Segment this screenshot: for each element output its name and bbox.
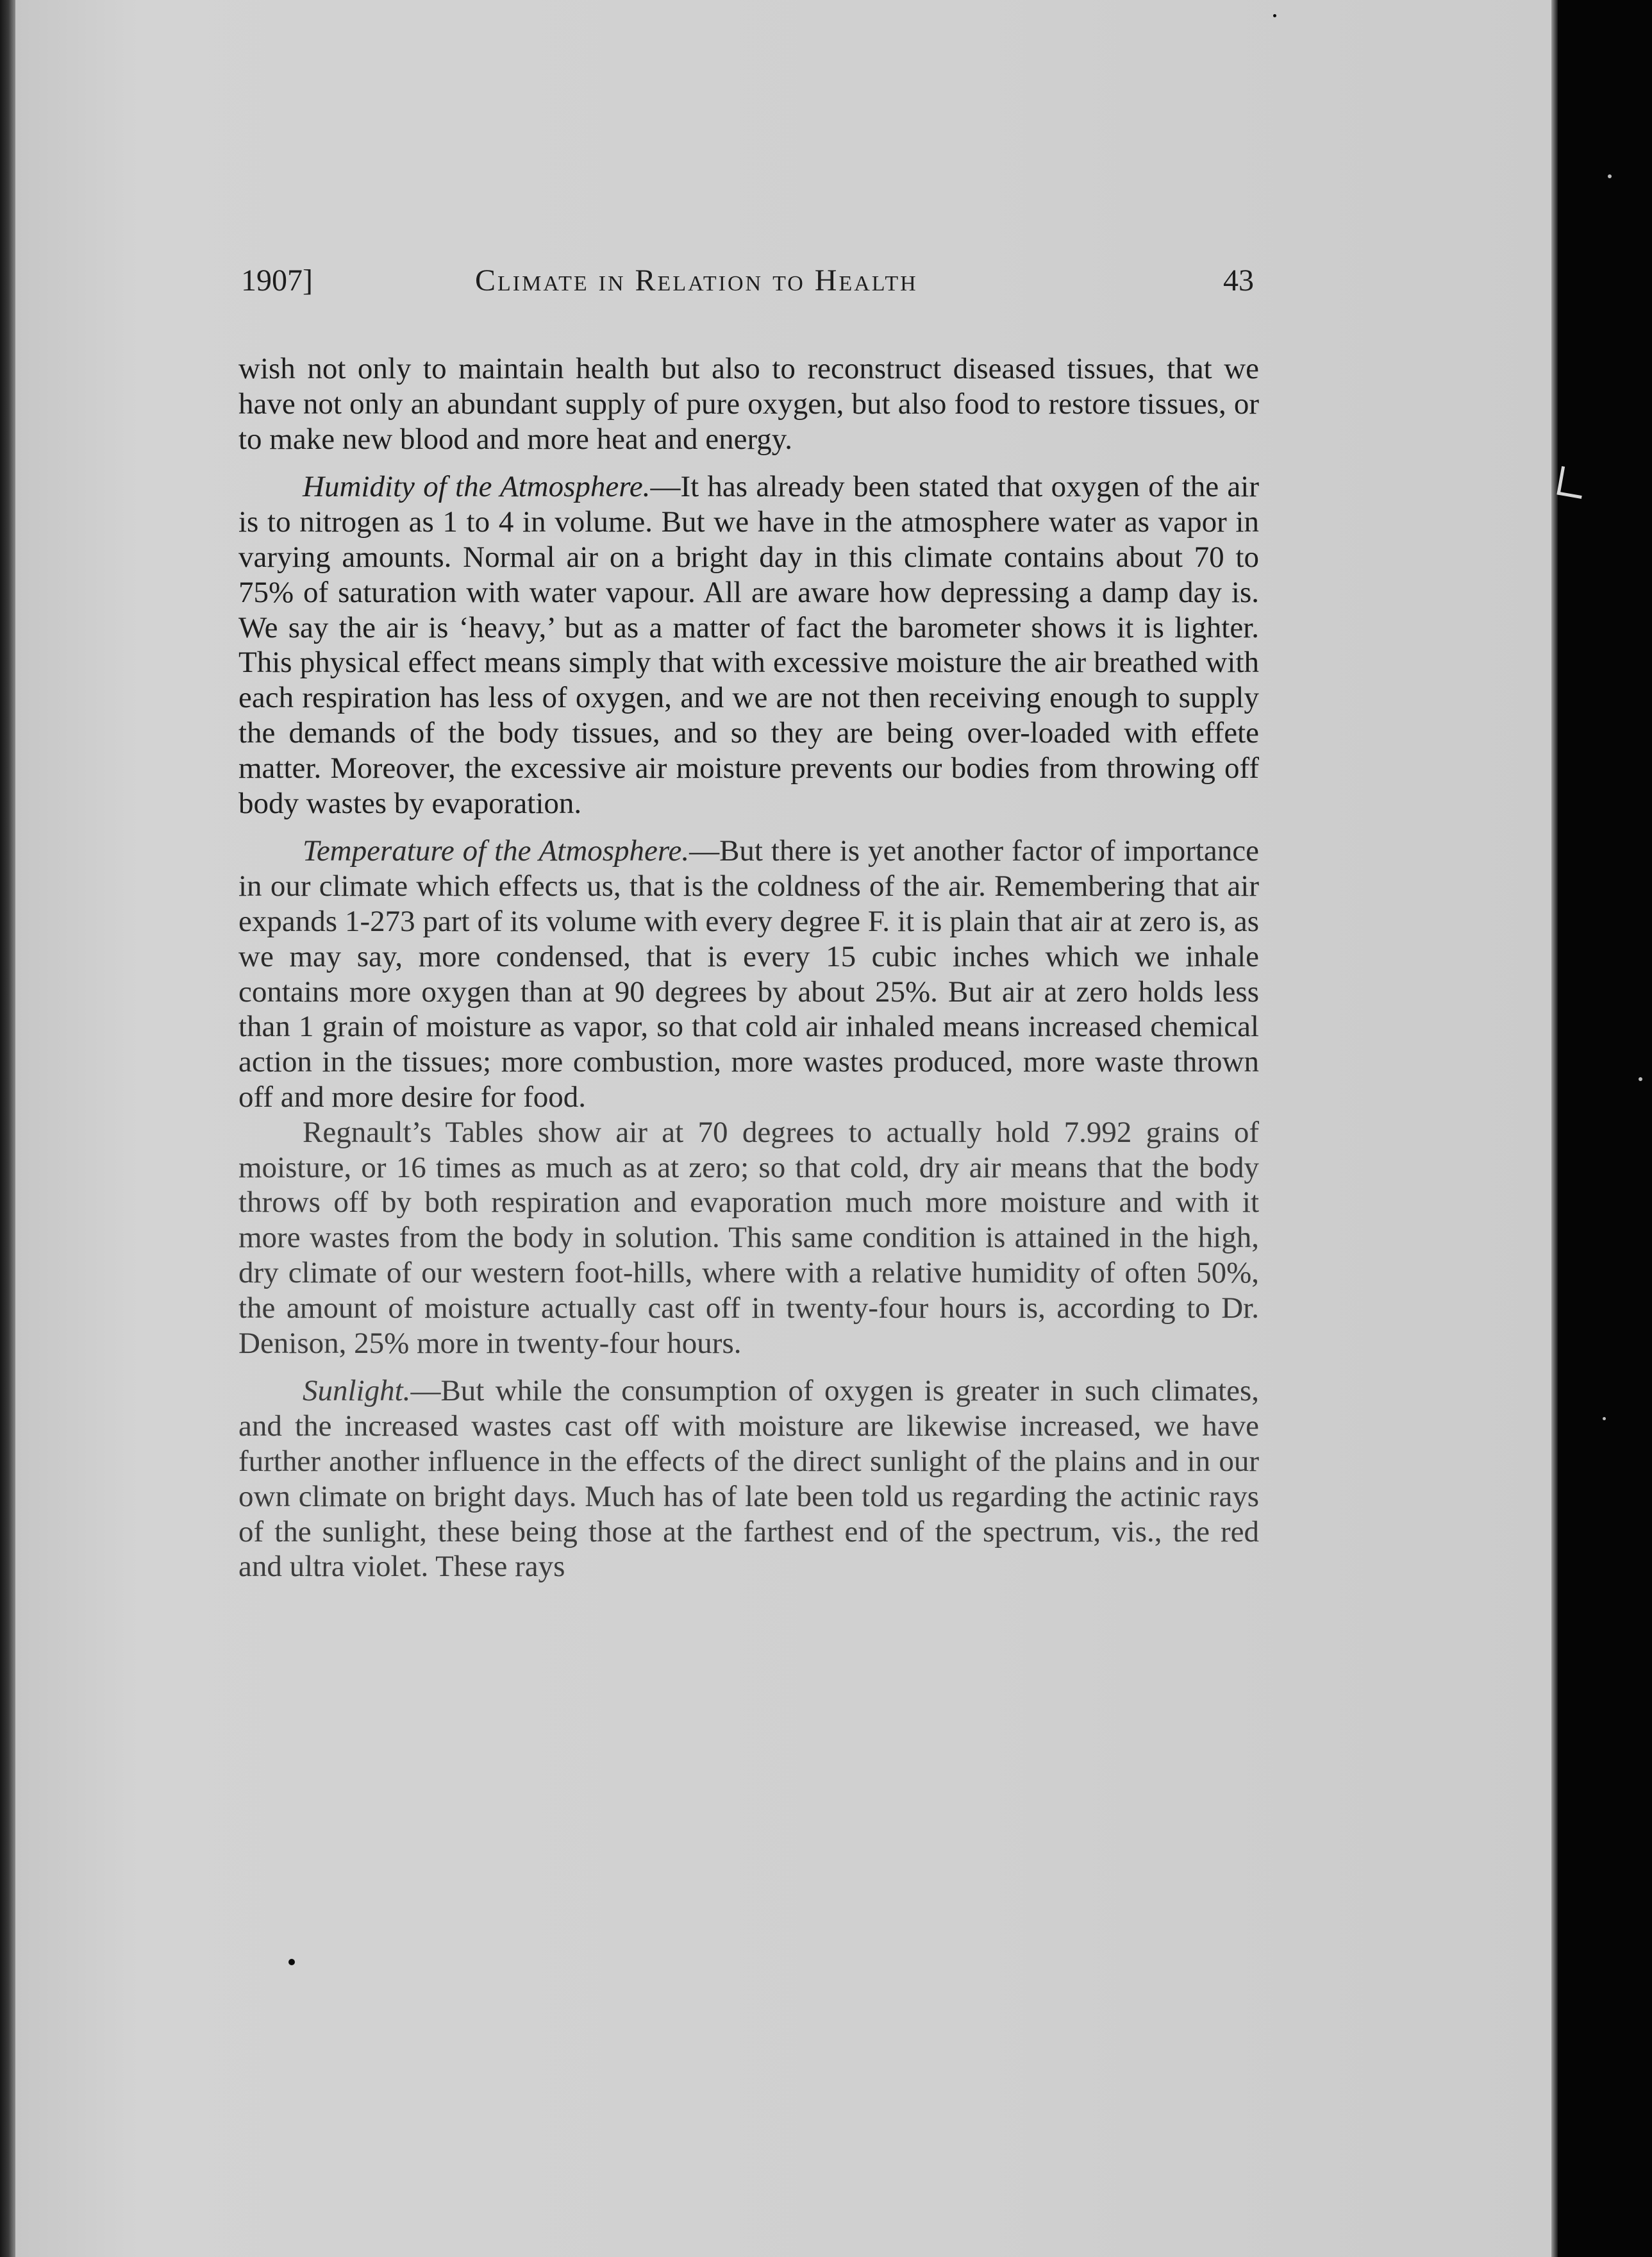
scan-background [1551,0,1652,2257]
paragraph-temperature-text: —But there is yet another factor of importance in our climate which effects us, that is the coldness of the air. Remembering that air expands 1-273 part of its volume with every degree F. it is plain that air at zero is, as we may say, more condensed, that is every 15 cubic inches which we inhale contains more oxygen than at 90 degrees by about 25%. But air at zero holds less than 1 grain of moisture as vapor, so that cold air inhaled means increased chemical action in the tissues; more combustion, more wastes produced, more waste thrown off and more desire for food. [238,834,1260,1114]
paragraph-sunlight [238,1373,1259,1584]
paragraph-humidity [238,469,1259,821]
heading-sunlight: Sunlight. [303,1374,411,1408]
header-year: 1907] [241,264,313,298]
ink-speck [288,1959,295,1965]
paragraph-1-text: wish not only to maintain health but also to reconstruct diseased tissues, that we have not only an abundant supply of pure oxygen, but also food to restore tissues, or to make new blood and more heat and energy. [238,352,1259,456]
paragraph-1 [238,351,1259,457]
paragraph-regnault [238,1115,1259,1361]
running-header [241,263,1254,308]
paragraph-humidity-text: —It has already been stated that oxygen of the air is to nitrogen as 1 to 4 in volume. But we have in the atmosphere water as vapor in varying amounts. Normal air on a bright day in this climate contains about 70 to 75% of saturation with water vapour. All are aware how depressing a damp day is. We say the air is ‘heavy,’ but as a matter of fact the barometer shows it is lighter. This physical effect means simply that with excessive moisture the air breathed with each respiration has less of oxygen, and we are not then receiving enough to supply the demands of the body tissues, and so they are being over-loaded with effete matter. Moreover, the excessive air moisture prevents our bodies from throwing off body wastes by evaporation. [238,470,1259,820]
heading-temperature: Temperature of the Atmosphere. [303,834,690,868]
paragraph-regnault-text: Regnault’s Tables show air at 70 degrees to actually hold 7.992 grains of moisture, or 16 times as much as at zero; so that cold, dry air means that the body throws off by both respiration and evaporation much more moisture and with it more wastes from the body in solution. This same condition is attained in the high, dry climate of our western foot-hills, where with a relative humidity of often 50%, the amount of moisture actually cast off in twenty-four hours is, according to Dr. Denison, 25% more in twenty-four hours. [238,1115,1259,1360]
page-left-edge [0,0,15,2257]
page-right-edge [1551,0,1558,2257]
page-body [238,351,1259,1597]
paragraph-temperature [238,834,1259,1114]
ink-speck [1273,14,1276,17]
page-number: 43 [1223,264,1254,298]
book-page [15,0,1551,2257]
header-title: Climate in Relation to Health [475,264,918,298]
dust-speck [1639,1077,1642,1081]
dust-speck [1603,1417,1606,1420]
dust-speck [1608,174,1612,178]
heading-humidity: Humidity of the Atmosphere. [303,470,651,504]
scan-scratch-mark [1556,466,1586,499]
paragraph-sunlight-text: —But while the consumption of oxygen is greater in such climates, and the increased wastes cast off with moisture are likewise increased, we have further another influence in the effects of the direct sunlight of the plains and in our own climate on bright days. Much has of late been told us regarding the actinic rays of the sunlight, these being those at the farthest end of the spectrum, vis., the red and ultra violet. These rays [238,1374,1259,1584]
